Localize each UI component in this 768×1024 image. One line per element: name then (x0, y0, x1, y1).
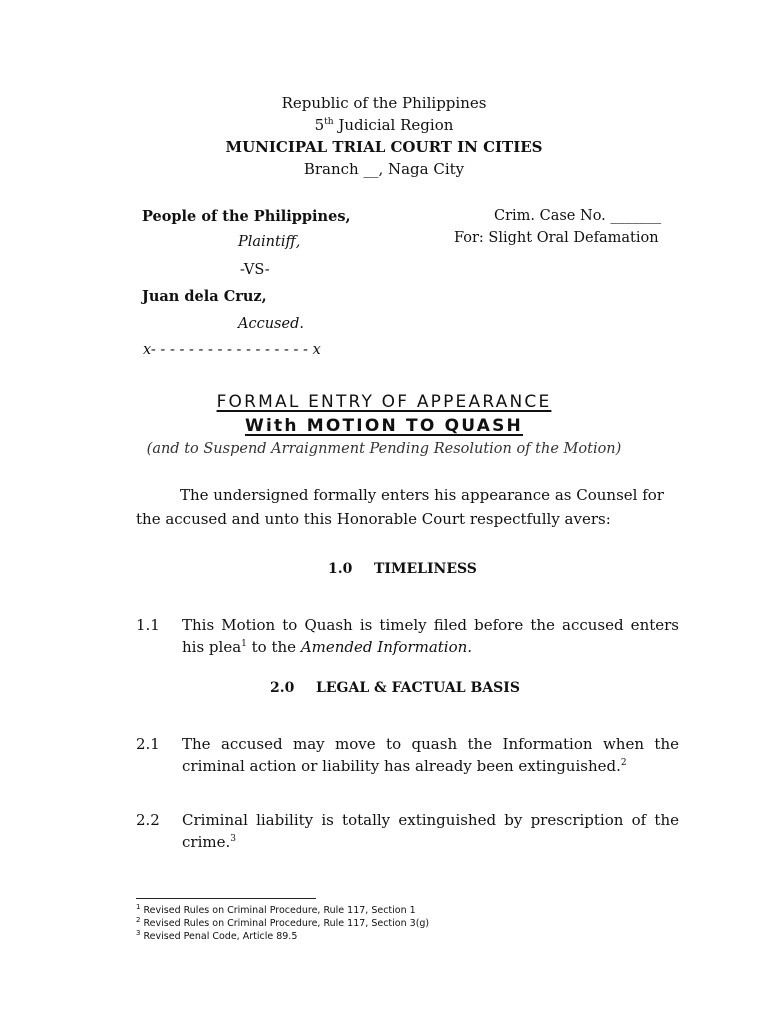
footnote-3: $^3$ Revised Penal Code, Article 89.5 (136, 928, 298, 942)
caption-divider: x- - - - - - - - - - - - - - - - - x (143, 342, 321, 358)
paragraph-number: 2.1 (136, 735, 160, 753)
paragraph-2-1 (136, 733, 679, 781)
paragraph-1-1 (136, 614, 679, 662)
region-line: 5th Judicial Region (314, 116, 454, 134)
paragraph-2-2 (136, 809, 679, 857)
republic-line: Republic of the Philippines (281, 94, 487, 112)
footnote-divider (136, 898, 316, 899)
section-heading-timeliness: 1.0 TIMELINESS (328, 561, 477, 577)
paragraph-text-line: The accused may move to quash the Information when the (182, 735, 679, 753)
paragraph-text-line: crime.$^3$ (182, 833, 236, 851)
document-title: FORMAL ENTRY OF APPEARANCE (216, 392, 552, 412)
versus-label: -VS- (240, 262, 270, 278)
footnote-ref[interactable]: 3 (230, 834, 236, 844)
plaintiff-role: Plaintiff, (238, 234, 301, 250)
plaintiff-name: People of the Philippines, (142, 208, 351, 225)
case-number: Crim. Case No. _______ (494, 208, 662, 224)
paragraph-text-line: criminal action or liability has already been extinguished.$^2$ (182, 757, 627, 775)
accused-role: Accused. (238, 316, 304, 332)
paragraph-text-line: This Motion to Quash is timely filed before the accused enters (182, 616, 679, 634)
footnote-2: $^2$ Revised Rules on Criminal Procedure, Rule 117, Section 3(g) (136, 915, 430, 929)
paragraph-text-line: Criminal liability is totally extinguished by prescription of the (182, 811, 679, 829)
document-subtitle: (and to Suspend Arraignment Pending Resolution of the Motion) (146, 441, 622, 457)
section-heading-legal-basis: 2.0 LEGAL & FACTUAL BASIS (270, 680, 520, 696)
paragraph-text-line: his plea$^1$ to the Amended Information. (182, 638, 473, 656)
paragraph-number: 1.1 (136, 616, 160, 634)
accused-name: Juan dela Cruz, (142, 288, 267, 305)
offense-label: For: Slight Oral Defamation (454, 230, 659, 246)
document-title-motion: With MOTION TO QUASH (245, 416, 523, 436)
footnote-ref[interactable]: 2 (620, 758, 627, 768)
branch-line: Branch __, Naga City (303, 160, 465, 178)
intro-line-1: The undersigned formally enters his appearance as Counsel for (180, 486, 664, 504)
court-name: MUNICIPAL TRIAL COURT IN CITIES (225, 138, 543, 156)
paragraph-number: 2.2 (136, 811, 160, 829)
footnote-1: $^1$ Revised Rules on Criminal Procedure, Rule 117, Section 1 (136, 902, 416, 916)
footnote-ref[interactable]: 1 (241, 639, 247, 649)
intro-line-2: the accused and unto this Honorable Court respectfully avers: (136, 510, 611, 528)
